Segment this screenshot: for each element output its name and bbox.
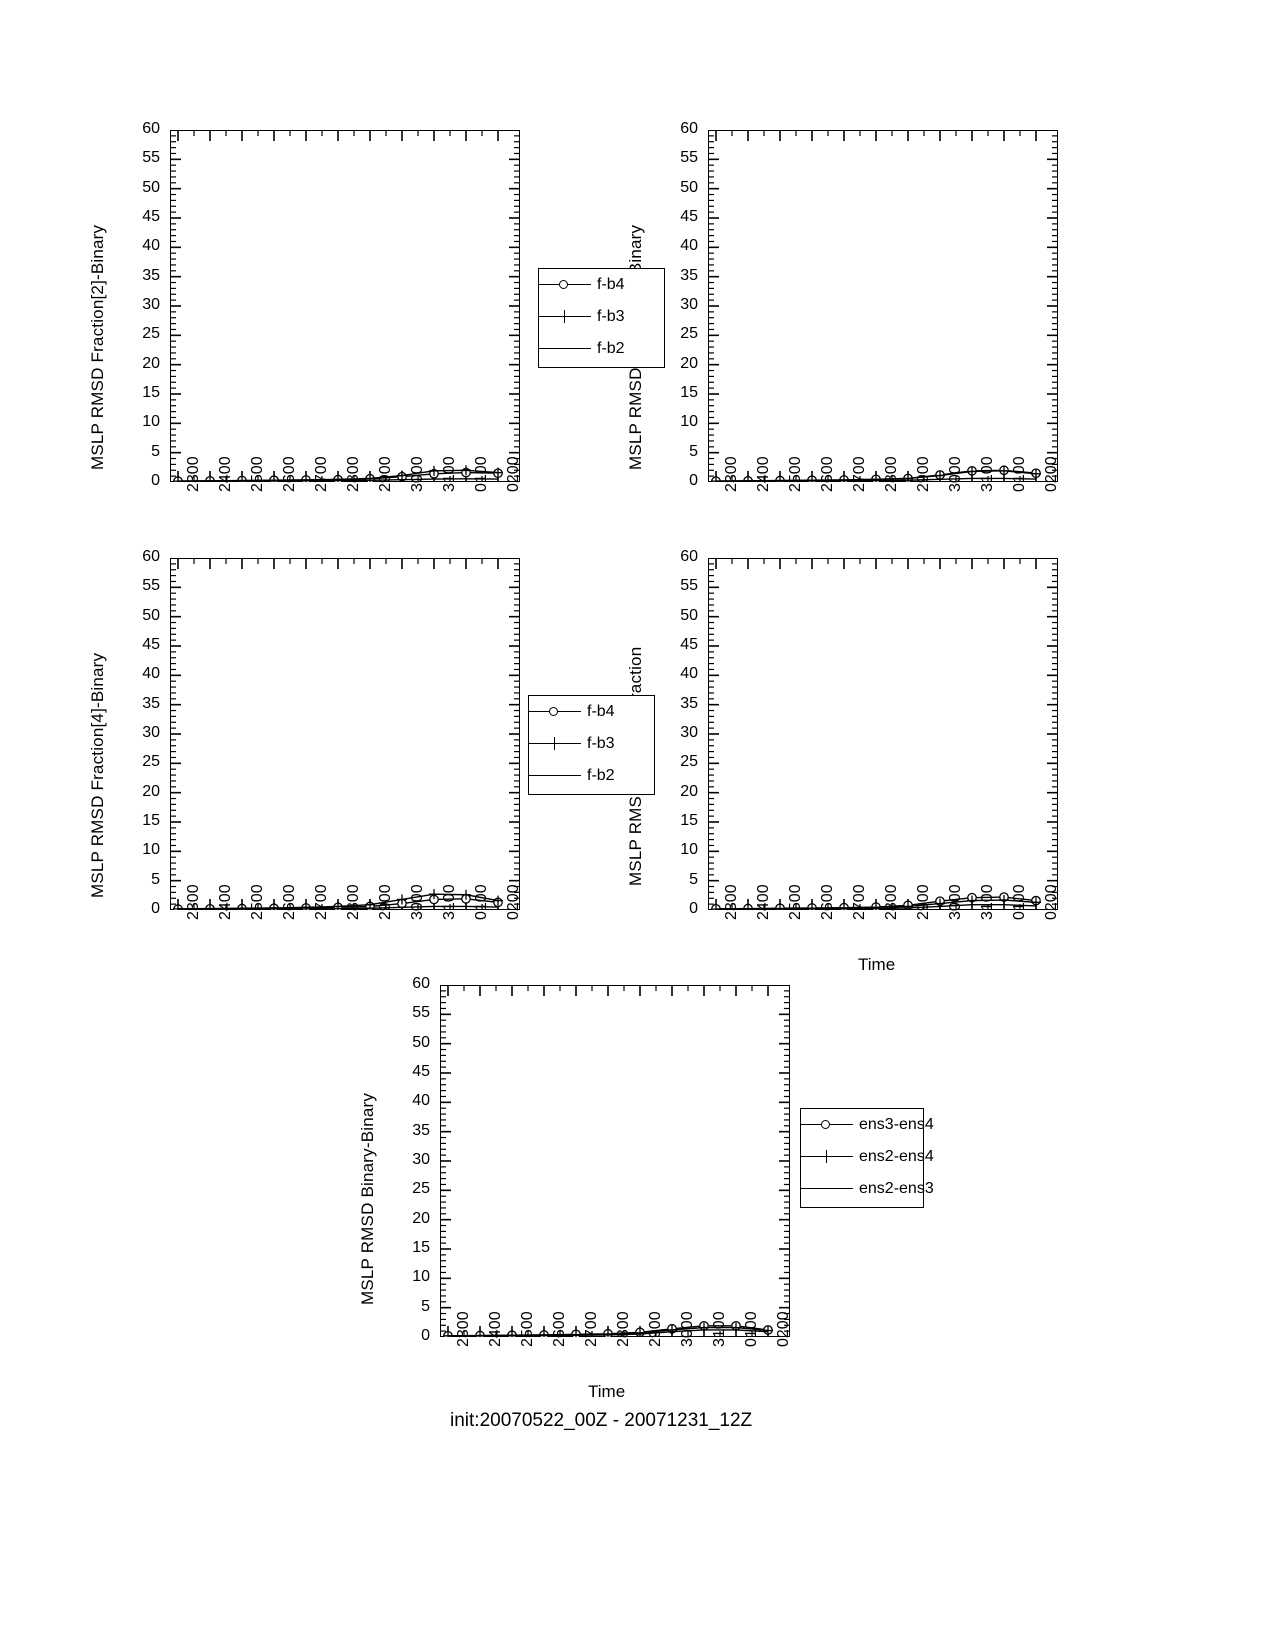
chart-panel-5 <box>440 985 790 1335</box>
x-tick-label: 2600 <box>819 456 836 492</box>
x-tick-label: 2700 <box>851 456 868 492</box>
y-tick-label: 60 <box>412 975 430 992</box>
legend-label: f-b3 <box>587 735 615 752</box>
y-tick-label: 25 <box>680 325 698 343</box>
legend-label: f-b2 <box>587 767 615 784</box>
x-tick-label: 2700 <box>313 884 330 920</box>
legend-item <box>529 760 654 792</box>
x-tick-label: 2900 <box>377 456 394 492</box>
y-tick-label: 60 <box>680 120 698 137</box>
legend-marker-line-icon <box>801 1179 853 1199</box>
x-axis-title-5: Time <box>588 1382 626 1401</box>
x-tick-label: 0100 <box>1011 884 1028 920</box>
y-tick-label: 25 <box>142 325 160 343</box>
y-tick-label: 10 <box>142 841 160 859</box>
x-tick-label: 3100 <box>979 456 996 492</box>
plot-content-3 <box>170 558 520 910</box>
y-tick-label: 20 <box>412 1209 430 1227</box>
x-tick-label: 2900 <box>915 456 932 492</box>
x-tick-label: 3000 <box>947 456 964 492</box>
x-tick-label: 2300 <box>723 884 740 920</box>
y-tick-label: 5 <box>151 442 160 460</box>
x-tick-label: 2400 <box>217 884 234 920</box>
plot-content-1 <box>170 130 520 482</box>
y-tick-label: 40 <box>680 237 698 255</box>
y-tick-label: 5 <box>421 1297 430 1315</box>
y-tick-label: 5 <box>689 870 698 888</box>
y-tick-label: 30 <box>680 296 698 313</box>
x-tick-label: 2700 <box>313 456 330 492</box>
y-tick-label: 60 <box>142 548 160 565</box>
plot-content-5 <box>440 985 790 1337</box>
x-tick-label: 2700 <box>851 884 868 920</box>
y-tick-label: 20 <box>680 782 698 800</box>
y-tick-label: 15 <box>142 384 160 401</box>
x-tick-label: 2800 <box>345 884 362 920</box>
legend-label: ens2-ens3 <box>859 1180 934 1197</box>
x-tick-label: 2400 <box>487 1311 504 1347</box>
y-tick-label: 40 <box>142 237 160 255</box>
legend-marker-circle-icon <box>801 1115 853 1135</box>
legend-item <box>801 1109 934 1141</box>
x-tick-label: 2300 <box>723 456 740 492</box>
y-tick-label: 40 <box>680 665 698 683</box>
legend-marker-line-icon <box>539 339 591 359</box>
x-tick-label: 2700 <box>583 1311 600 1347</box>
y-tick-label: 10 <box>142 413 160 431</box>
legend-marker-line-icon <box>529 766 581 786</box>
x-tick-label: 2600 <box>819 884 836 920</box>
y-tick-label: 15 <box>680 812 698 829</box>
x-tick-label: 2800 <box>883 456 900 492</box>
y-tick-label: 20 <box>142 782 160 800</box>
legend-marker-plus-icon <box>529 734 581 754</box>
y-tick-label: 60 <box>680 548 698 565</box>
y-tick-label: 55 <box>142 149 160 167</box>
y-tick-label: 25 <box>412 1180 430 1198</box>
x-tick-label: 3100 <box>711 1311 728 1347</box>
y-tick-label: 20 <box>680 354 698 372</box>
legend-item <box>529 696 654 728</box>
y-tick-label: 30 <box>142 296 160 313</box>
y-tick-label: 0 <box>151 472 160 489</box>
x-tick-label: 2400 <box>755 456 772 492</box>
x-tick-label: 0100 <box>473 456 490 492</box>
plot-content-2 <box>708 130 1058 482</box>
x-axis-title-4: Time <box>858 955 896 974</box>
legend-item <box>801 1141 934 1173</box>
y-tick-label: 50 <box>680 178 698 196</box>
x-tick-label: 2400 <box>217 456 234 492</box>
y-axis-label-1: MSLP RMSD Fraction[2]-Binary <box>88 224 107 470</box>
y-tick-label: 40 <box>412 1092 430 1110</box>
legend-label: f-b3 <box>597 308 625 325</box>
y-tick-label: 15 <box>142 812 160 829</box>
y-tick-label: 50 <box>412 1033 430 1051</box>
y-tick-label: 0 <box>689 900 698 917</box>
y-tick-label: 35 <box>680 694 698 712</box>
y-tick-label: 40 <box>142 665 160 683</box>
x-tick-label: 2500 <box>249 884 266 920</box>
x-tick-label: 2500 <box>519 1311 536 1347</box>
y-tick-label: 10 <box>680 413 698 431</box>
x-tick-label: 3100 <box>441 884 458 920</box>
y-tick-label: 30 <box>412 1151 430 1168</box>
x-tick-label: 2500 <box>249 456 266 492</box>
y-tick-label: 10 <box>680 841 698 859</box>
x-tick-label: 2300 <box>455 1311 472 1347</box>
x-tick-label: 2500 <box>787 884 804 920</box>
x-tick-label: 3000 <box>409 884 426 920</box>
x-tick-label: 2800 <box>883 884 900 920</box>
y-tick-label: 35 <box>142 694 160 712</box>
y-tick-label: 55 <box>412 1004 430 1022</box>
legend-middle <box>528 695 655 795</box>
y-tick-label: 50 <box>142 606 160 624</box>
x-tick-label: 2300 <box>185 456 202 492</box>
y-tick-label: 35 <box>680 266 698 284</box>
x-tick-label: 2500 <box>787 456 804 492</box>
y-tick-label: 45 <box>142 636 160 653</box>
x-tick-label: 2900 <box>377 884 394 920</box>
y-tick-label: 45 <box>680 208 698 225</box>
legend-label: ens3-ens4 <box>859 1116 934 1133</box>
x-tick-label: 0200 <box>505 456 522 492</box>
x-tick-label: 2600 <box>281 884 298 920</box>
y-tick-label: 0 <box>689 472 698 489</box>
y-tick-label: 0 <box>421 1327 430 1344</box>
x-tick-label: 2900 <box>647 1311 664 1347</box>
x-tick-label: 0100 <box>1011 456 1028 492</box>
chart-panel-2 <box>708 130 1058 480</box>
legend-label: f-b2 <box>597 340 625 357</box>
x-tick-label: 0100 <box>743 1311 760 1347</box>
x-tick-label: 0200 <box>1043 884 1060 920</box>
x-tick-label: 3100 <box>441 456 458 492</box>
y-tick-label: 35 <box>142 266 160 284</box>
y-tick-label: 55 <box>680 577 698 595</box>
y-tick-label: 5 <box>151 870 160 888</box>
y-tick-label: 30 <box>680 724 698 741</box>
y-tick-label: 25 <box>680 753 698 771</box>
y-tick-label: 50 <box>680 606 698 624</box>
x-tick-label: 2800 <box>615 1311 632 1347</box>
y-tick-label: 20 <box>142 354 160 372</box>
y-axis-label-3: MSLP RMSD Fraction[4]-Binary <box>88 652 107 898</box>
legend-label: ens2-ens4 <box>859 1148 934 1165</box>
legend-marker-plus-icon <box>801 1147 853 1167</box>
x-tick-label: 2800 <box>345 456 362 492</box>
y-tick-label: 10 <box>412 1268 430 1286</box>
x-tick-label: 2600 <box>281 456 298 492</box>
x-tick-label: 2900 <box>915 884 932 920</box>
x-tick-label: 0200 <box>1043 456 1060 492</box>
y-tick-label: 55 <box>142 577 160 595</box>
x-tick-label: 0100 <box>473 884 490 920</box>
x-tick-label: 2600 <box>551 1311 568 1347</box>
legend-item <box>529 728 654 760</box>
y-tick-label: 45 <box>412 1063 430 1080</box>
y-tick-label: 45 <box>680 636 698 653</box>
legend-label: f-b4 <box>597 276 625 293</box>
legend-item <box>539 269 664 301</box>
y-tick-label: 45 <box>142 208 160 225</box>
plot-content-4 <box>708 558 1058 910</box>
legend-bottom <box>800 1108 934 1208</box>
legend-marker-circle-icon <box>529 702 581 722</box>
y-tick-label: 55 <box>680 149 698 167</box>
legend-item <box>539 301 664 333</box>
legend-item <box>801 1173 934 1205</box>
x-tick-label: 3000 <box>679 1311 696 1347</box>
y-tick-label: 5 <box>689 442 698 460</box>
chart-panel-3 <box>170 558 520 908</box>
x-tick-label: 3000 <box>947 884 964 920</box>
y-tick-label: 15 <box>680 384 698 401</box>
y-tick-label: 15 <box>412 1239 430 1256</box>
x-tick-label: 0200 <box>775 1311 792 1347</box>
legend-item <box>539 333 664 365</box>
legend-left <box>538 268 665 368</box>
chart-panel-1 <box>170 130 520 480</box>
legend-marker-circle-icon <box>539 275 591 295</box>
legend-label: f-b4 <box>587 703 615 720</box>
y-tick-label: 30 <box>142 724 160 741</box>
y-tick-label: 50 <box>142 178 160 196</box>
x-tick-label: 2400 <box>755 884 772 920</box>
y-tick-label: 35 <box>412 1121 430 1139</box>
y-axis-label-5: MSLP RMSD Binary-Binary <box>358 1092 377 1305</box>
footer-init-range: init:20070522_00Z - 20071231_12Z <box>450 1410 753 1431</box>
y-tick-label: 25 <box>142 753 160 771</box>
y-tick-label: 0 <box>151 900 160 917</box>
x-tick-label: 3000 <box>409 456 426 492</box>
y-tick-label: 60 <box>142 120 160 137</box>
legend-marker-plus-icon <box>539 307 591 327</box>
x-tick-label: 2300 <box>185 884 202 920</box>
x-tick-label: 0200 <box>505 884 522 920</box>
x-tick-label: 3100 <box>979 884 996 920</box>
chart-panel-4 <box>708 558 1058 908</box>
